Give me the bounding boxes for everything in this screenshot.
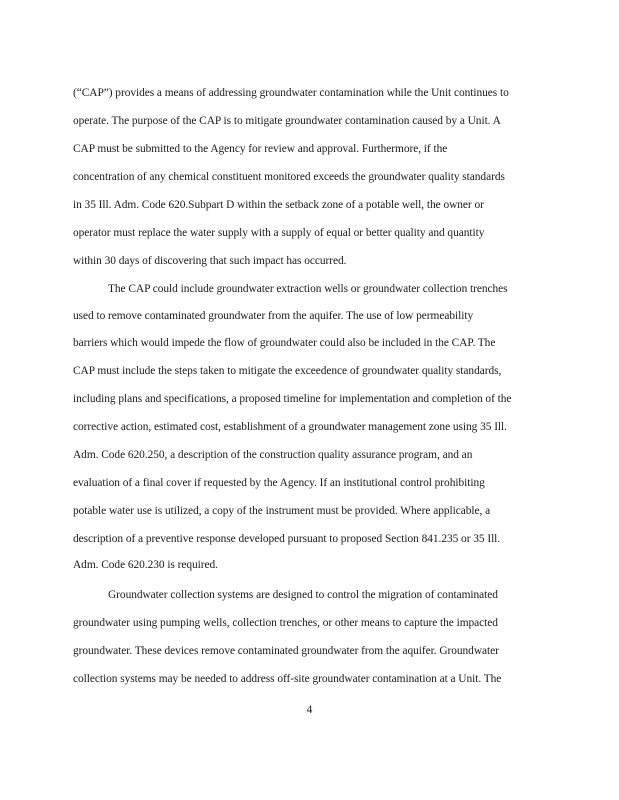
paragraph-3-line-3: groundwater. These devices remove contaminated groundwater from the aquifer. Groundwater <box>73 645 499 657</box>
paragraph-1-line-4: concentration of any chemical constituent monitored exceeds the groundwater quality standards <box>73 171 505 183</box>
paragraph-1-line-7: within 30 days of discovering that such impact has occurred. <box>73 255 347 267</box>
paragraph-2-line-11: Adm. Code 620.230 is required. <box>73 559 218 571</box>
paragraph-1-line-2: operate. The purpose of the CAP is to mitigate groundwater contamination caused by a Unit. A <box>73 115 501 127</box>
paragraph-1-line-3: CAP must be submitted to the Agency for review and approval. Furthermore, if the <box>73 143 448 155</box>
paragraph-2-line-6: corrective action, estimated cost, establishment of a groundwater management zone using 35 Ill. <box>73 421 507 433</box>
page-number: 4 <box>306 704 313 716</box>
paragraph-2-line-4: CAP must include the steps taken to mitigate the exceedence of groundwater quality standards, <box>73 365 502 377</box>
paragraph-3-line-2: groundwater using pumping wells, collection trenches, or other means to capture the impacted <box>73 617 498 629</box>
paragraph-2-line-3: barriers which would impede the flow of groundwater could also be included in the CAP. The <box>73 337 496 349</box>
paragraph-2-line-10: description of a preventive response developed pursuant to proposed Section 841.235 or 35 Ill. <box>73 533 501 545</box>
paragraph-1-line-6: operator must replace the water supply with a supply of equal or better quality and quantity <box>73 227 485 239</box>
paragraph-3-line-1: Groundwater collection systems are designed to control the migration of contaminated <box>108 589 498 601</box>
paragraph-2-line-8: evaluation of a final cover if requested by the Agency. If an institutional control prohibiting <box>73 477 485 489</box>
paragraph-2-line-5: including plans and specifications, a proposed timeline for implementation and completion of the <box>73 393 512 405</box>
paragraph-2-line-1: The CAP could include groundwater extraction wells or groundwater collection trenches <box>108 283 508 295</box>
paragraph-2-line-2: used to remove contaminated groundwater from the aquifer. The use of low permeability <box>73 310 474 322</box>
paragraph-2-line-9: potable water use is utilized, a copy of the instrument must be provided. Where applicable, a <box>73 505 491 517</box>
paragraph-3-line-4: collection systems may be needed to address off-site groundwater contamination at a Unit. The <box>73 673 502 685</box>
paragraph-1-line-5: in 35 Ill. Adm. Code 620.Subpart D within the setback zone of a potable well, the owner or <box>73 199 484 211</box>
paragraph-1-line-1: (“CAP”) provides a means of addressing groundwater contamination while the Unit continues to <box>73 87 509 99</box>
paragraph-2-line-7: Adm. Code 620.250, a description of the construction quality assurance program, and an <box>73 449 473 461</box>
